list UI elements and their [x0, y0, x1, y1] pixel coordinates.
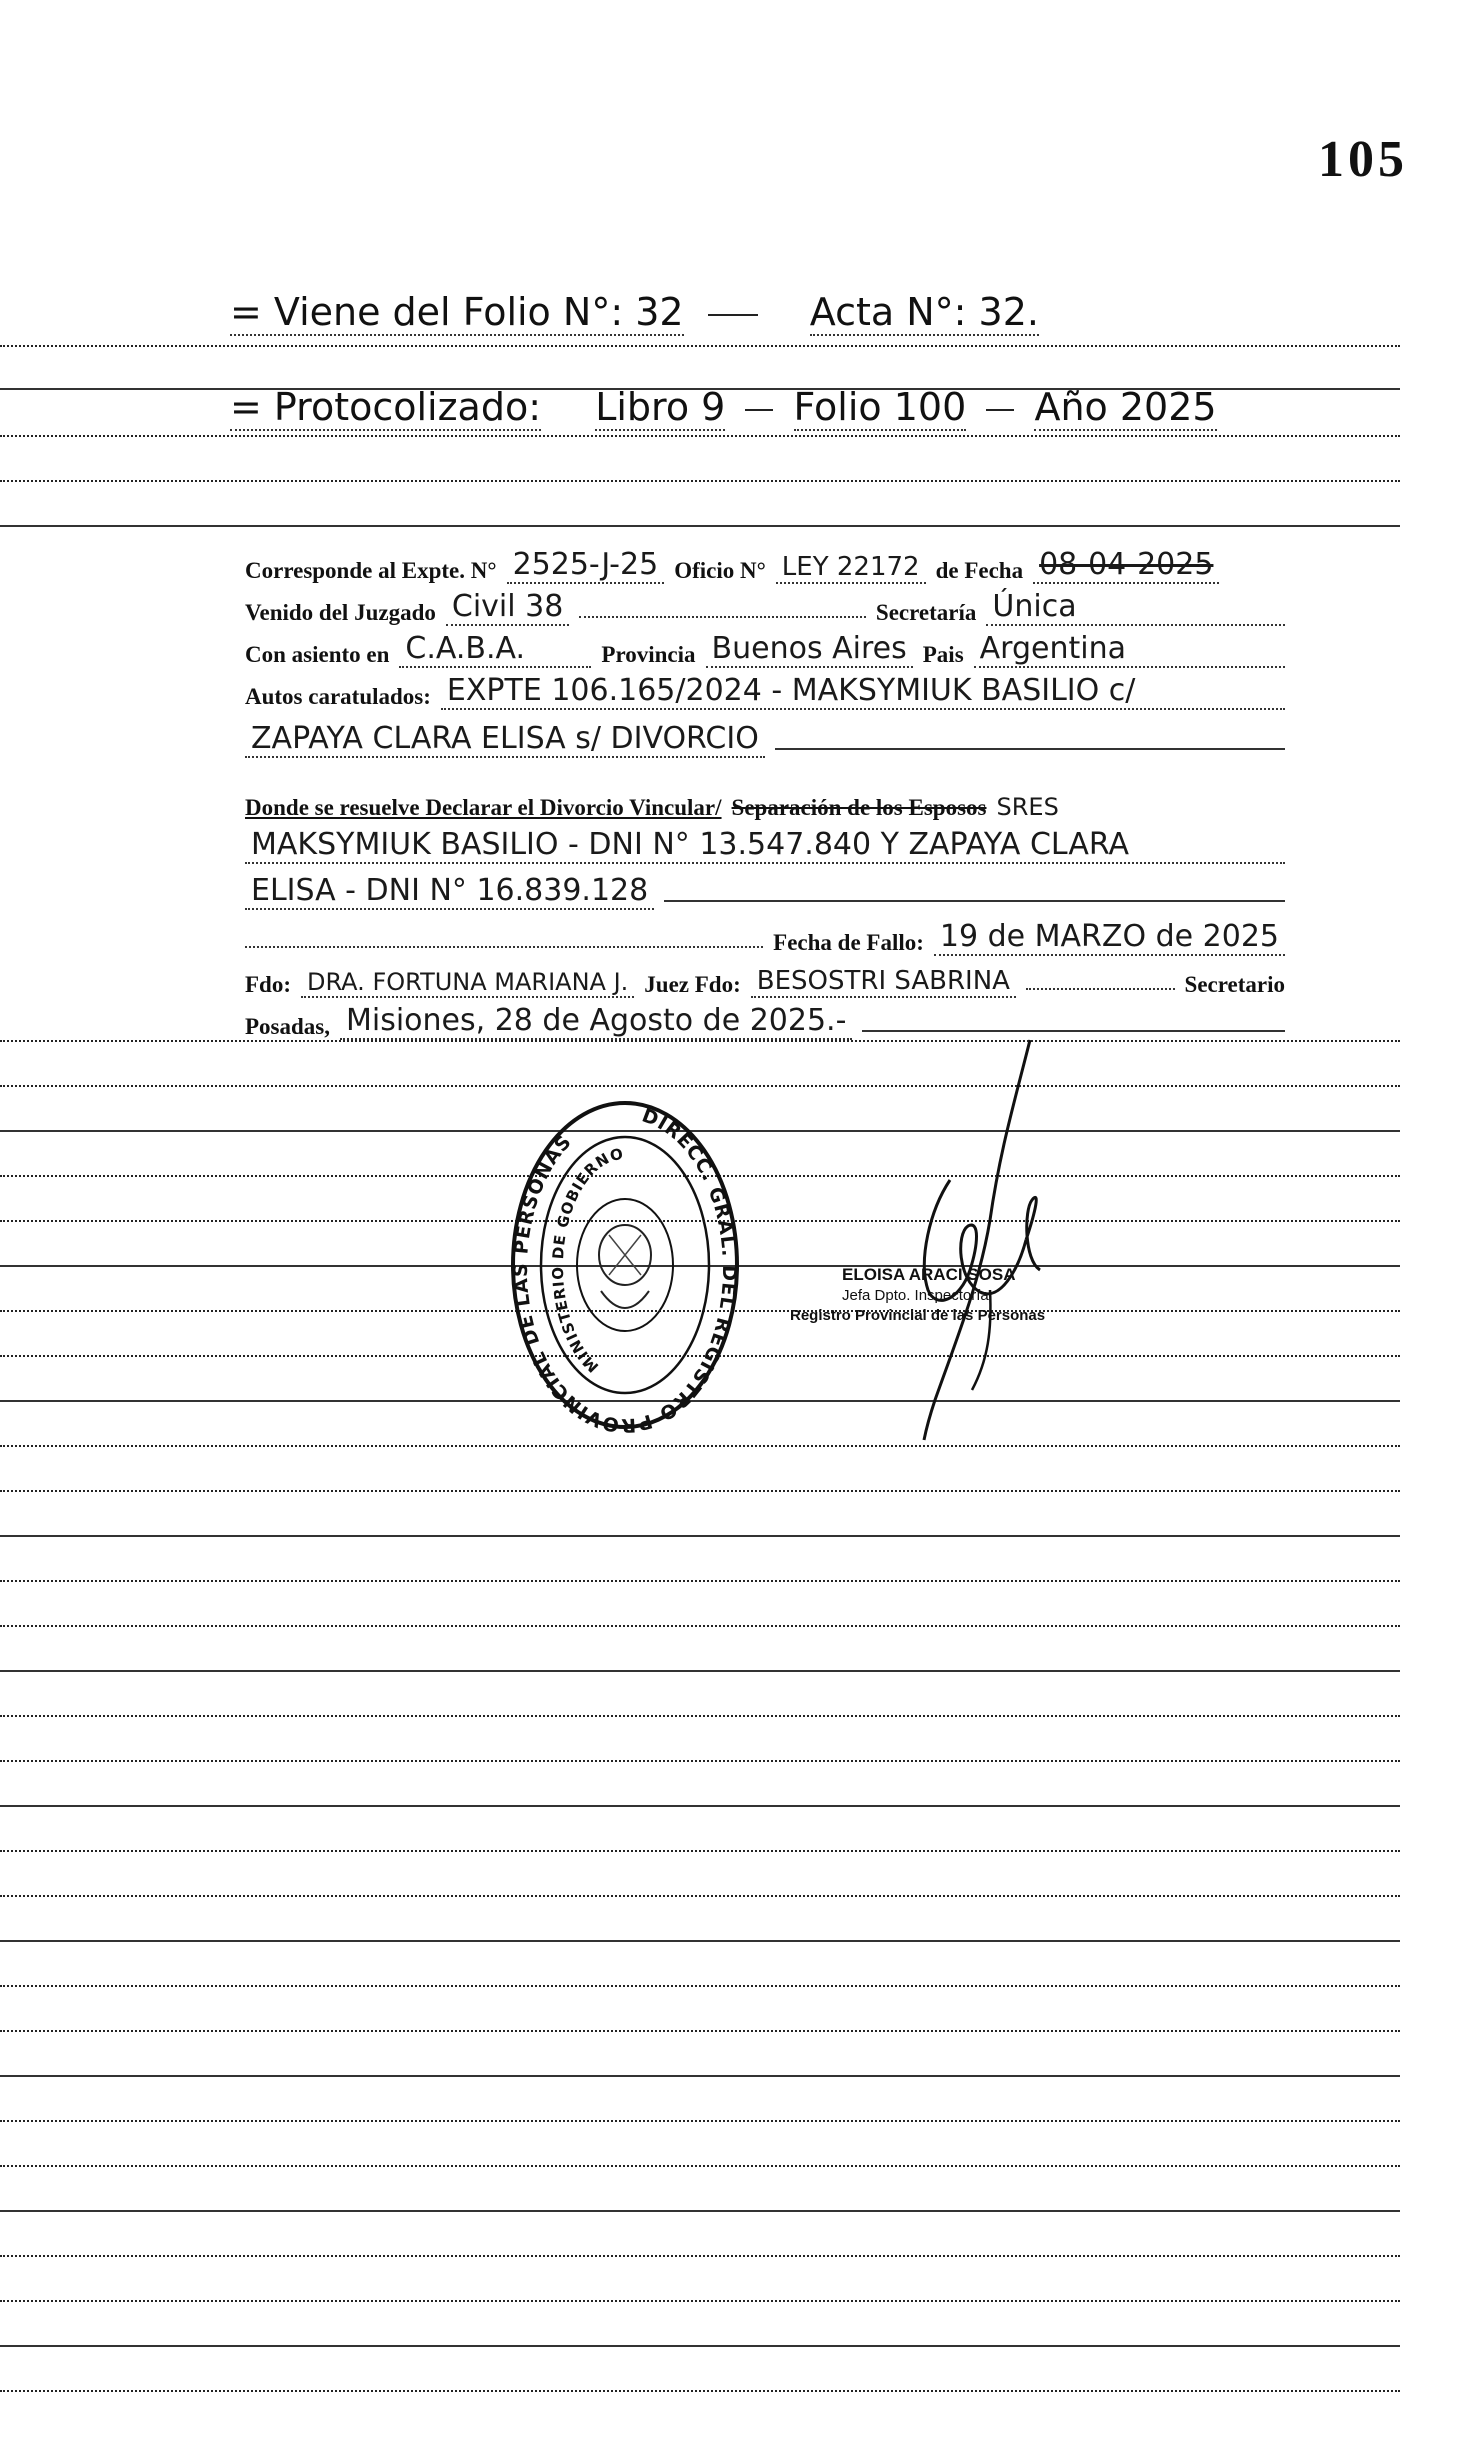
resuelve-label: Donde se resuelve Declarar el Divorcio Vincular/	[245, 795, 722, 820]
pais-label: Pais	[922, 642, 964, 667]
expte-label: Corresponde al Expte. N°	[245, 558, 497, 583]
signer-name: ELOISA ARACI SOSA	[842, 1265, 1016, 1284]
posadas-value: Misiones, 28 de Agosto de 2025.-	[340, 1003, 852, 1040]
header-line-2	[230, 385, 1217, 429]
pais-value: Argentina	[974, 631, 1285, 668]
header-line-1	[230, 290, 1039, 334]
asiento-label: Con asiento en	[245, 642, 390, 667]
posadas-label: Posadas,	[245, 1014, 330, 1039]
ruled-line	[0, 1715, 1400, 1717]
ruled-line	[0, 1580, 1400, 1582]
folio: Folio 100	[793, 385, 967, 429]
ruled-line	[0, 1850, 1400, 1852]
ruled-line	[0, 2300, 1400, 2302]
ruled-line	[0, 2165, 1400, 2167]
ruled-line	[0, 1490, 1400, 1492]
row-expediente	[245, 538, 1285, 584]
juez-label: Juez Fdo:	[644, 972, 741, 997]
seal-inner-text: MINISTERIO DE GOBIERNO	[548, 1144, 626, 1377]
expte-value: 2525-J-25	[507, 547, 665, 584]
ruled-line	[0, 2255, 1400, 2257]
row-esposos-2	[245, 864, 1285, 910]
ruled-line	[0, 1895, 1400, 1897]
fallo-label: Fecha de Fallo:	[773, 930, 924, 955]
esposos-2: ELISA - DNI N° 16.839.128	[245, 873, 654, 910]
ruled-line	[0, 1445, 1400, 1447]
fallo-value: 19 de MARZO de 2025	[934, 919, 1285, 956]
dash	[708, 314, 758, 316]
fdo-sec-value: BESOSTRI SABRINA	[751, 966, 1016, 998]
ruled-line	[0, 1040, 1400, 1042]
ruled-line	[0, 2390, 1400, 2392]
juzgado-label: Venido del Juzgado	[245, 600, 436, 625]
autos-label: Autos caratulados:	[245, 684, 431, 709]
ruled-line	[0, 525, 1400, 527]
fdo-label: Fdo:	[245, 972, 291, 997]
ruled-line	[0, 1760, 1400, 1762]
acta-number: Acta N°: 32.	[809, 290, 1039, 334]
autos-value-1: EXPTE 106.165/2024 - MAKSYMIUK BASILIO c/	[441, 673, 1285, 710]
ruled-line	[0, 1940, 1400, 1942]
oficio-label: Oficio N°	[674, 558, 766, 583]
libro: Libro 9	[595, 385, 726, 429]
asiento-value: C.A.B.A.	[399, 631, 591, 668]
row-posadas	[245, 994, 1285, 1040]
signer-role: Jefa Dpto. Inspectoría	[842, 1287, 989, 1304]
ruled-line	[0, 2030, 1400, 2032]
ruled-line	[0, 2075, 1400, 2077]
ruled-line	[0, 480, 1400, 482]
secretario-label: Secretario	[1184, 972, 1285, 997]
ruled-line	[0, 1625, 1400, 1627]
esposos-1: MAKSYMIUK BASILIO - DNI N° 13.547.840 Y ZAPAYA CLARA	[245, 827, 1285, 864]
row-autos-2	[245, 712, 1285, 758]
juzgado-value: Civil 38	[446, 589, 569, 626]
row-autos	[245, 664, 1285, 710]
ruled-line	[0, 2345, 1400, 2347]
row-asiento	[245, 622, 1285, 668]
page-number: 105	[1318, 131, 1408, 188]
signer-office: Registro Provincial de las Personas	[790, 1307, 1046, 1324]
fecha-label: de Fecha	[935, 558, 1024, 583]
fecha-value: 08-04-2025	[1033, 547, 1219, 584]
ruled-line	[0, 2120, 1400, 2122]
official-seal	[505, 1095, 745, 1435]
provincia-label: Provincia	[601, 642, 696, 667]
row-fallo	[245, 910, 1285, 956]
ruled-line	[0, 435, 1400, 437]
secretaria-value: Única	[986, 589, 1285, 626]
ruled-line	[0, 1085, 1400, 1087]
handwritten-signature	[840, 1030, 1070, 1450]
ruled-line	[0, 1670, 1400, 1672]
viene-folio: = Viene del Folio N°: 32	[230, 290, 684, 334]
resuelve-sres: SRES	[996, 793, 1059, 821]
fdo-juez-value: DRA. FORTUNA MARIANA J.	[301, 968, 634, 998]
row-juzgado	[245, 580, 1285, 626]
coat-of-arms-icon	[577, 1199, 673, 1331]
row-resuelve	[245, 775, 1285, 821]
provincia-value: Buenos Aires	[706, 631, 913, 668]
ruled-line	[0, 1805, 1400, 1807]
ruled-line	[0, 345, 1400, 347]
resuelve-strike: Separación de los Esposos	[731, 795, 987, 820]
ruled-line	[0, 1985, 1400, 1987]
row-esposos-1	[245, 818, 1285, 864]
oficio-value: LEY 22172	[776, 552, 926, 584]
row-firmas	[245, 952, 1285, 998]
svg-text:MINISTERIO DE GOBIERNO	[549, 1145, 626, 1376]
seal-outer-text: DIRECC. GRAL. DEL REGISTRO PROVINCIAL DE LAS PERSONAS	[509, 1104, 741, 1435]
ruled-line	[0, 2210, 1400, 2212]
protocolizado-label: = Protocolizado:	[230, 385, 542, 429]
autos-value-2: ZAPAYA CLARA ELISA s/ DIVORCIO	[245, 721, 765, 758]
anio: Año 2025	[1034, 385, 1217, 429]
ruled-line	[0, 1535, 1400, 1537]
secretaria-label: Secretaría	[875, 600, 977, 625]
